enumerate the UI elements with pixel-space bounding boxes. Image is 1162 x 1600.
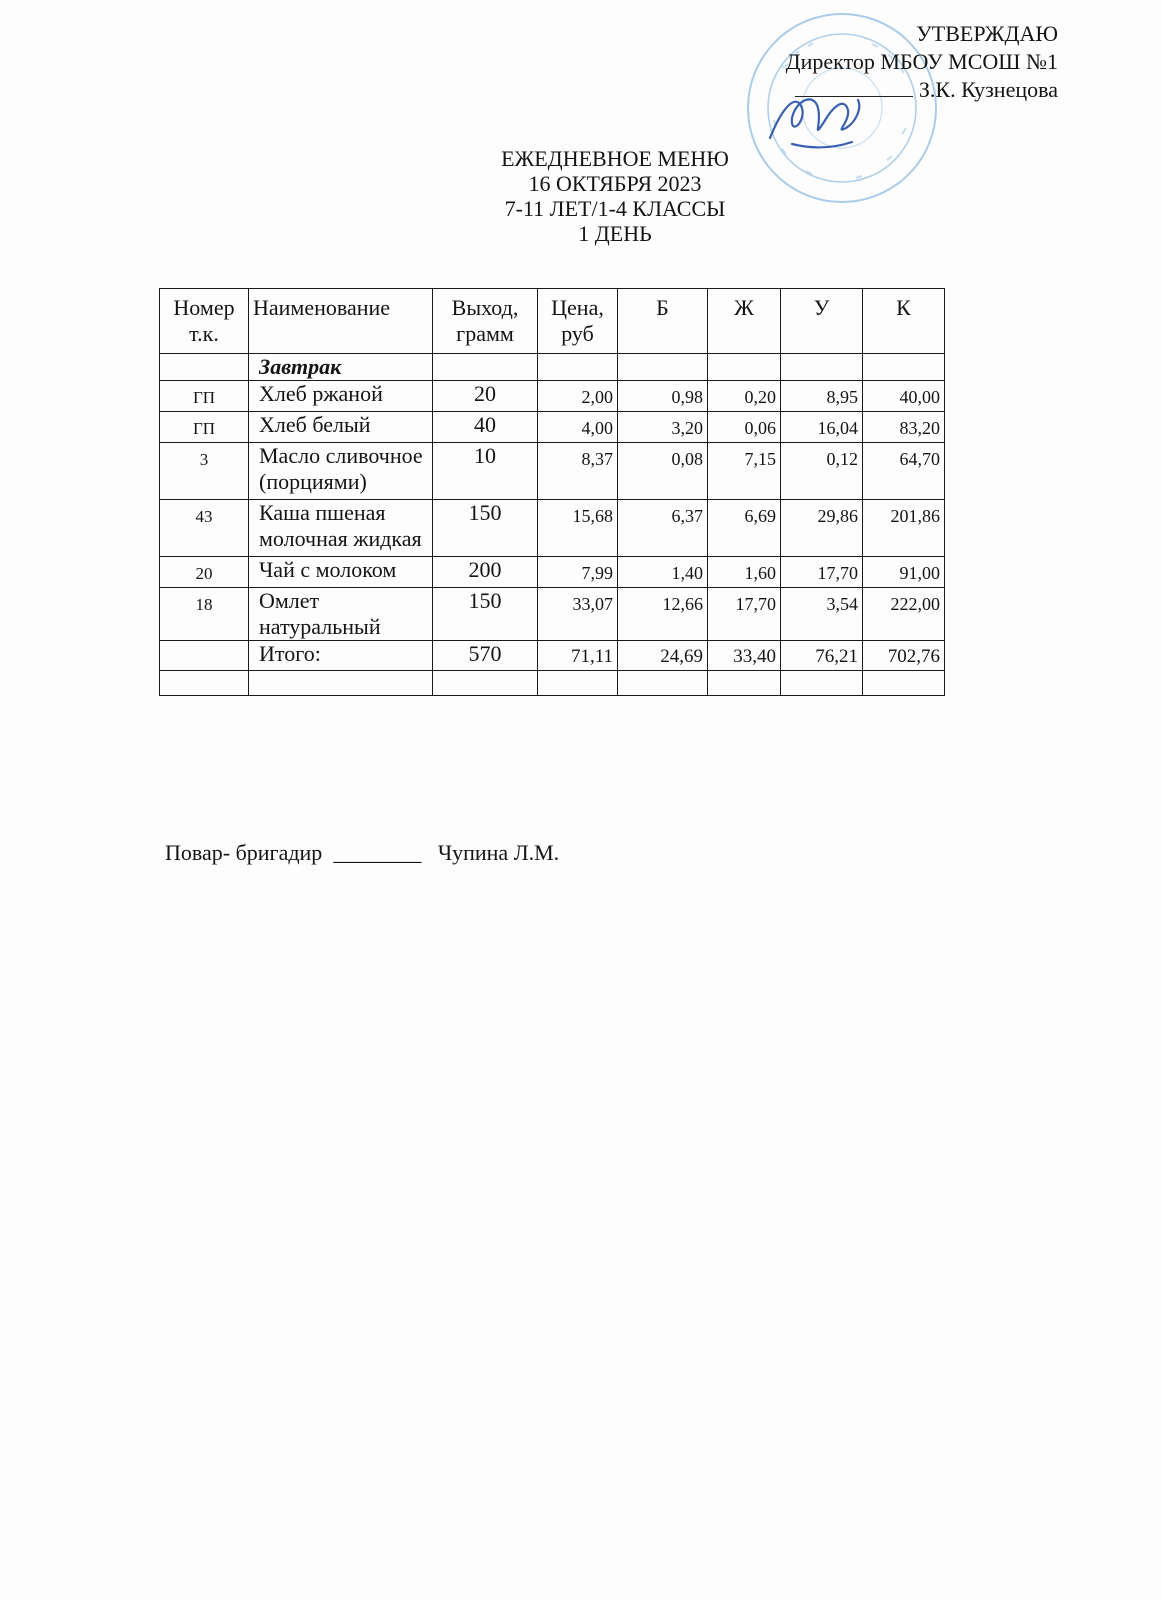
approval-position: Директор МБОУ МСОШ №1	[785, 49, 1058, 74]
table-cell	[538, 671, 618, 696]
approval-heading: УТВЕРЖДАЮ	[916, 21, 1058, 46]
price: 15,68	[538, 500, 618, 557]
total-price: 71,11	[538, 641, 618, 671]
table-cell	[863, 671, 945, 696]
column-header: К	[863, 289, 945, 354]
price: 33,07	[538, 588, 618, 641]
portion-weight: 10	[433, 443, 538, 500]
total-carbs: 76,21	[781, 641, 863, 671]
signature-blank	[795, 76, 913, 97]
calories: 91,00	[863, 557, 945, 588]
portion-weight: 200	[433, 557, 538, 588]
carbs: 3,54	[781, 588, 863, 641]
cook-signature-blank: ________	[333, 840, 422, 865]
cook-role: Повар- бригадир	[165, 840, 323, 865]
table-cell	[538, 354, 618, 381]
section-label: Завтрак	[249, 354, 433, 381]
approval-signature-line	[718, 76, 1058, 104]
column-header: Номер т.к.	[160, 289, 249, 354]
calories: 64,70	[863, 443, 945, 500]
column-header: Цена, руб	[538, 289, 618, 354]
total-proteins: 24,69	[618, 641, 708, 671]
dish-name: Омлет натуральный	[249, 588, 433, 641]
table-cell	[433, 671, 538, 696]
approval-block	[718, 20, 1058, 104]
menu-table	[159, 288, 945, 696]
portion-weight: 20	[433, 381, 538, 412]
fats: 1,60	[708, 557, 781, 588]
table-cell	[160, 641, 249, 671]
table-row	[160, 500, 945, 557]
column-header: У	[781, 289, 863, 354]
price: 2,00	[538, 381, 618, 412]
carbs: 16,04	[781, 412, 863, 443]
proteins: 0,98	[618, 381, 708, 412]
dish-name: Хлеб ржаной	[249, 381, 433, 412]
calories: 83,20	[863, 412, 945, 443]
tech-card-number: ГП	[160, 381, 249, 412]
proteins: 3,20	[618, 412, 708, 443]
table-cell	[863, 354, 945, 381]
portion-weight: 150	[433, 500, 538, 557]
column-header: Выход, грамм	[433, 289, 538, 354]
fats: 0,20	[708, 381, 781, 412]
director-name: З.К. Кузнецова	[918, 77, 1058, 102]
table-row	[160, 588, 945, 641]
carbs: 0,12	[781, 443, 863, 500]
total-label: Итого:	[249, 641, 433, 671]
total-calories: 702,76	[863, 641, 945, 671]
cook-name: Чупина Л.М.	[437, 840, 560, 865]
total-row	[160, 641, 945, 671]
section-row	[160, 354, 945, 381]
title-date: 16 ОКТЯБРЯ 2023	[528, 171, 702, 196]
table-row	[160, 557, 945, 588]
table-cell	[781, 354, 863, 381]
proteins: 0,08	[618, 443, 708, 500]
tech-card-number: ГП	[160, 412, 249, 443]
fats: 17,70	[708, 588, 781, 641]
price: 7,99	[538, 557, 618, 588]
dish-name: Каша пшеная молочная жидкая	[249, 500, 433, 557]
total-fats: 33,40	[708, 641, 781, 671]
cook-signature-line	[165, 840, 559, 866]
table-cell	[781, 671, 863, 696]
carbs: 17,70	[781, 557, 863, 588]
table-cell	[160, 671, 249, 696]
tech-card-number: 3	[160, 443, 249, 500]
fats: 6,69	[708, 500, 781, 557]
title-age-group: 7-11 ЛЕТ/1-4 КЛАССЫ	[504, 196, 726, 221]
proteins: 6,37	[618, 500, 708, 557]
total-weight: 570	[433, 641, 538, 671]
table-row	[160, 443, 945, 500]
tech-card-number: 20	[160, 557, 249, 588]
dish-name: Хлеб белый	[249, 412, 433, 443]
table-header-row	[160, 289, 945, 354]
table-row	[160, 412, 945, 443]
price: 4,00	[538, 412, 618, 443]
table-cell	[160, 354, 249, 381]
price: 8,37	[538, 443, 618, 500]
tech-card-number: 18	[160, 588, 249, 641]
table-cell	[708, 354, 781, 381]
calories: 40,00	[863, 381, 945, 412]
carbs: 8,95	[781, 381, 863, 412]
fats: 7,15	[708, 443, 781, 500]
fats: 0,06	[708, 412, 781, 443]
title-day: 1 ДЕНЬ	[578, 221, 652, 246]
table-cell	[618, 671, 708, 696]
column-header: Ж	[708, 289, 781, 354]
dish-name: Чай с молоком	[249, 557, 433, 588]
dish-name: Масло сливочное (порциями)	[249, 443, 433, 500]
proteins: 12,66	[618, 588, 708, 641]
table-cell	[249, 671, 433, 696]
table-cell	[708, 671, 781, 696]
calories: 201,86	[863, 500, 945, 557]
carbs: 29,86	[781, 500, 863, 557]
title-line-1: ЕЖЕДНЕВНОЕ МЕНЮ	[501, 146, 729, 171]
column-header: Наименование	[249, 289, 433, 354]
proteins: 1,40	[618, 557, 708, 588]
empty-row	[160, 671, 945, 696]
document-title	[0, 146, 1162, 246]
portion-weight: 150	[433, 588, 538, 641]
table-row	[160, 381, 945, 412]
portion-weight: 40	[433, 412, 538, 443]
table-cell	[618, 354, 708, 381]
column-header: Б	[618, 289, 708, 354]
tech-card-number: 43	[160, 500, 249, 557]
calories: 222,00	[863, 588, 945, 641]
table-cell	[433, 354, 538, 381]
